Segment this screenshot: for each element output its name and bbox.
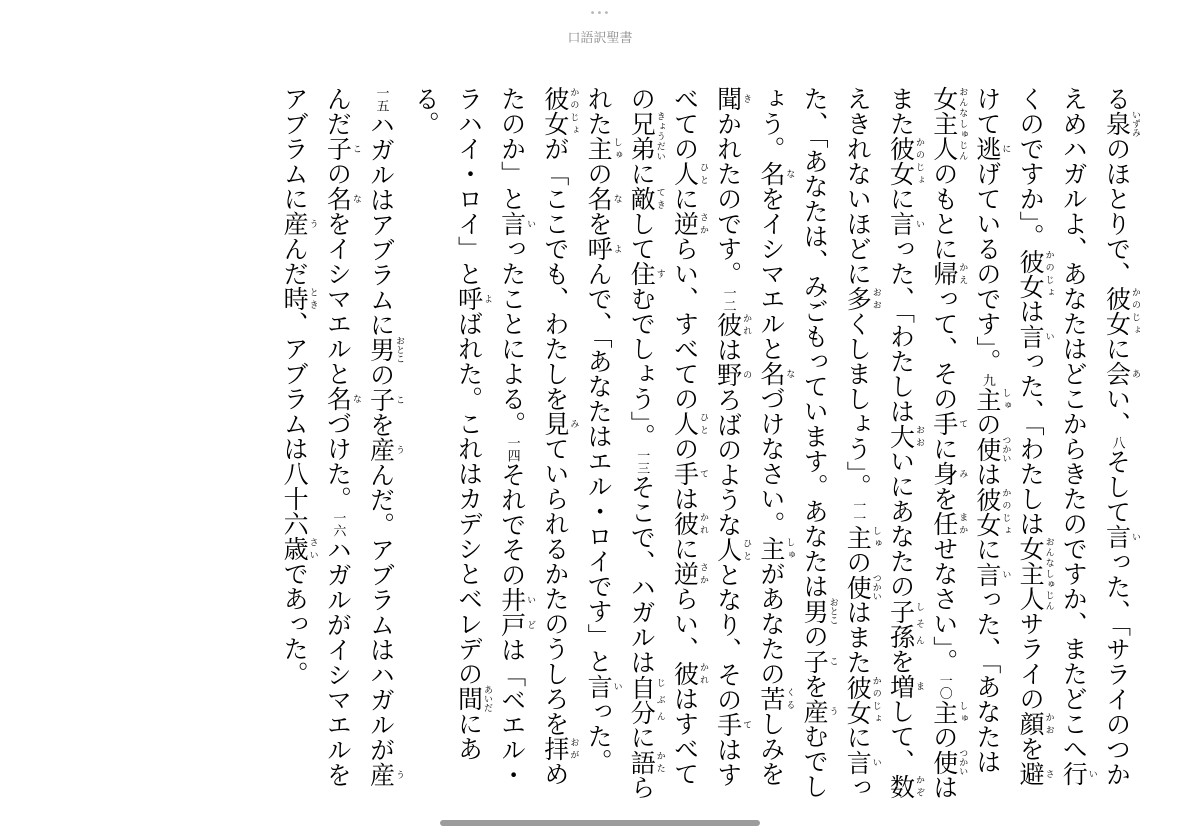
furigana: きょうだい [654,111,665,161]
furigana: み [957,461,968,486]
furigana: い [1043,323,1054,349]
verse-number: 九 [979,373,995,387]
paragraph: 一五ハガルはアブラムに男おとこの子こを産うんだ。アブラムはハガルが産うんだ子この名なをイシマエルと名なづけた。一六ハガルがイシマエルをアブラムに産うんだ時とき、アブラムは八十六歳さいであった。 [280,86,405,787]
ruby-word: 彼女かのじょ [972,486,1011,537]
furigana: う [394,437,405,462]
furigana: い [611,673,622,699]
ruby-word: 帰かえ [929,261,968,286]
ruby-word: 会あ [1102,361,1140,386]
ruby-word: 手て [713,712,752,737]
ruby-word: 数かぞ [886,773,924,799]
ruby-word: 言い [886,211,924,236]
ruby-word: 名な [756,361,795,386]
ruby-word: 井戸いど [497,587,536,637]
furigana: かぞ [913,773,924,799]
furigana: てき [654,186,665,211]
furigana: じぶん [654,674,665,725]
furigana: て [741,712,752,737]
ruby-word: 彼女かのじょ [886,136,924,186]
ruby-word: 名な [756,161,795,186]
ruby-word: 彼女かのじょ [1016,248,1054,299]
ruby-word: 増ま [886,673,924,699]
verse-number: 一五 [373,86,389,112]
ruby-word: 主しゅ [929,699,968,725]
ruby-word: 時とき [280,286,318,311]
furigana: かれ [697,511,708,536]
ruby-word: 逆さか [670,211,708,236]
ruby-word: 任まか [929,511,968,536]
furigana: くる [784,686,795,711]
furigana: さか [697,561,708,586]
furigana: まか [957,511,968,536]
furigana: さか [697,211,708,236]
ruby-word: 彼かれ [713,312,752,337]
ruby-word: 手て [929,411,968,436]
furigana: す [654,261,665,286]
furigana: う [394,762,405,787]
furigana: しゅ [1000,386,1011,412]
ruby-word: 聞き [713,86,752,111]
ruby-word: 彼女かのじょ [843,674,881,725]
furigana: て [957,411,968,436]
furigana: かのじょ [1043,248,1054,299]
ruby-word: 大おお [886,423,924,449]
ruby-word: 産う [280,211,318,236]
furigana: ひと [741,537,752,562]
ruby-word: 泉いずみ [1102,110,1140,137]
ruby-word: 子こ [366,387,405,412]
furigana: ま [913,673,924,699]
furigana: とき [307,286,318,311]
furigana: かのじょ [568,86,579,136]
book-title: 口語訳聖書 [567,31,633,46]
ruby-word: 間あいだ [454,685,492,712]
ruby-word: 主しゅ [843,524,881,550]
ruby-word: 呼よ [584,236,622,261]
furigana: さい [307,536,318,561]
ruby-word: 主しゅ [756,536,795,561]
furigana: こ [827,648,838,674]
ruby-word: 多おお [843,286,881,311]
furigana: かのじょ [1000,486,1011,537]
ruby-word: 名な [584,186,622,211]
furigana: おお [870,286,881,311]
ruby-word: 住す [627,261,665,286]
furigana: い [1000,561,1011,587]
furigana: かのじょ [870,674,881,725]
ruby-word: 言い [497,211,536,236]
ruby-word: 言い [1016,323,1054,349]
ruby-word: 使つかい [929,748,968,776]
furigana: な [784,361,795,386]
furigana: い [525,211,536,236]
furigana: さ [1043,761,1054,786]
ruby-word: 彼かれ [670,511,708,536]
ruby-word: 人ひと [670,161,708,186]
verse-number: 八 [1109,436,1125,449]
ruby-word: 子こ [323,136,361,161]
ruby-word: 語かた [627,749,665,775]
ruby-word: 使つかい [972,435,1011,463]
furigana: な [350,186,361,211]
furigana: よ [481,286,492,311]
ruby-word: 女主人おんなしゅじん [929,86,968,161]
furigana: な [350,386,361,411]
furigana: かお [1043,711,1054,736]
furigana: かた [654,749,665,775]
furigana: い [870,749,881,775]
furigana: う [827,698,838,724]
ruby-word: 言い [843,749,881,775]
ruby-word: 行い [1059,761,1097,786]
ruby-word: 子こ [800,648,838,674]
ruby-word: 男おとこ [366,336,405,363]
furigana: ひと [697,411,708,436]
ruby-word: 彼女かのじょ [1102,286,1140,336]
furigana: に [1000,136,1011,161]
furigana: おんなしゅじん [1043,536,1054,611]
verse-number: 一二 [720,286,736,312]
furigana: つかい [870,573,881,601]
furigana: あ [1130,361,1140,386]
ruby-word: 女主人おんなしゅじん [1016,536,1054,611]
ruby-word: 使つかい [843,573,881,601]
ruby-word: 産う [800,698,838,724]
furigana: しゅ [611,136,622,161]
verse-number: 一四 [504,436,520,462]
furigana: の [741,362,752,387]
furigana: あいだ [481,685,492,712]
ruby-word: 自分じぶん [627,674,665,725]
furigana: つかい [957,748,968,776]
ruby-word: 敵てき [627,186,665,211]
scripture-passage [30,86,1140,808]
ruby-word: 歳さい [280,536,318,561]
ruby-word: 子孫しそん [886,598,924,649]
furigana: ひと [697,161,708,186]
furigana: かれ [741,312,752,337]
verse-number: 一〇 [936,673,952,700]
ruby-word: 身み [929,461,968,486]
ruby-word: 名な [323,386,361,411]
verse-number: 一六 [330,511,346,537]
ruby-word: 彼女かのじょ [540,86,579,136]
furigana: おとこ [394,336,405,363]
furigana: かえ [957,261,968,286]
verse-number: 一三 [634,448,650,475]
ruby-word: 言い [584,673,622,699]
ruby-word: 産う [366,437,405,462]
ruby-word: 手て [670,461,708,486]
ruby-word: 産う [366,762,405,787]
ruby-word: 苦くる [756,686,795,711]
ruby-word: 野の [713,362,752,387]
ruby-word: 人ひと [670,411,708,436]
furigana: こ [394,387,405,412]
furigana: おとこ [827,597,838,625]
ruby-word: 兄弟きょうだい [627,111,665,161]
ruby-word: 名な [323,186,361,211]
ruby-word: 彼かれ [670,661,708,686]
ruby-word: 言い [1102,524,1140,549]
ruby-word: 逃に [972,136,1011,161]
furigana: み [568,411,579,436]
furigana: おお [913,423,924,449]
furigana: て [697,461,708,486]
menu-dots-icon[interactable]: ••• [589,8,611,19]
furigana: つかい [1000,435,1011,463]
furigana: かのじょ [1130,286,1140,336]
furigana: いずみ [1130,110,1140,137]
ruby-word: 逆さか [670,561,708,586]
furigana: よ [611,236,622,261]
ruby-word: 見み [540,411,579,436]
furigana: おが [568,736,579,761]
furigana: しゅ [784,536,795,561]
furigana: しそん [913,598,924,649]
ruby-word: 拝おが [540,736,579,761]
furigana: かのじょ [913,136,924,186]
furigana: こ [350,136,361,161]
ruby-word: 主しゅ [584,136,622,161]
ruby-word: 顔かお [1016,711,1054,736]
furigana: かれ [697,661,708,686]
furigana: しゅ [870,524,881,550]
ruby-word: 呼よ [454,286,492,311]
verse-number: 一一 [850,498,866,525]
ruby-word: 言い [972,561,1011,587]
furigana: しゅ [957,699,968,725]
furigana: う [307,211,318,236]
furigana: な [611,186,622,211]
ruby-word: 人ひと [713,537,752,562]
furigana: い [1130,524,1140,549]
furigana: いど [525,587,536,637]
furigana: な [784,161,795,186]
furigana: い [1086,761,1097,786]
furigana: い [913,211,924,236]
ruby-word: 主しゅ [972,386,1011,412]
ruby-word: 避さ [1016,761,1054,786]
ruby-word: 男おとこ [800,597,838,625]
furigana: おんなしゅじん [957,86,968,161]
home-indicator[interactable] [440,820,760,826]
furigana: き [741,86,752,111]
paragraph: る泉いずみのほとりで、彼女かのじょに会あい、八そして言いった、「サライのつかえめハガルよ、あなたはどこからきたのですか、またどこへ行いくのですか」。彼女かのじょは言いった、「わたしは女主人おんなしゅじんサライの顔かおを避さけて逃にげているのです」。九主しゅの使つかいは彼女かのじょに言いった、「あなたは女主人おんなしゅじんのもとに帰かえって、その手てに身みを任まかせなさい」。一〇主しゅの使つかいはまた彼女かのじょに言いった、「わたしは大おおいにあなたの子孫しそんを増まして、数かぞえきれないほどに多おおくしましょう」。一一主しゅの使つかいはまた彼女かのじょに言いった、「あなたは、みごもっています。あなたは男おとこの子こを産うむでしょう。名なをイシマエルと名なづけなさい。主しゅがあなたの苦くるしみを聞きかれたのです。一二彼かれは野のろばのような人ひととなり、その手てはすべての人ひとに逆さからい、すべての人ひとの手ては彼かれに逆さからい、彼かれはすべての兄弟きょうだいに敵てきして住すむでしょう」。一三そこで、ハガルは自分じぶんに語かたられた主しゅの名なを呼よんで、「あなたはエル・ロイです」と言いった。彼女かのじょが「ここでも、わたしを見みていられるかたのうしろを拝おがめたのか」と言いったことによる。一四それでその井戸いどは「ベエル・ラハイ・ロイ」と呼よばれた。これはカデシとベレデの間あいだにある。 [411,86,1140,800]
